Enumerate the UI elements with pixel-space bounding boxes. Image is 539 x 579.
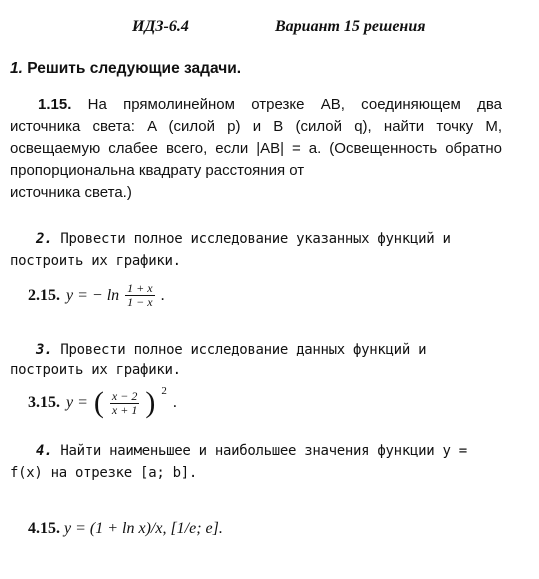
task-4-15-formula	[28, 520, 223, 538]
task-3-15-lhs: y =	[66, 394, 88, 411]
section-2-number: 2.	[36, 231, 53, 247]
task-1-15	[10, 94, 502, 182]
left-paren: (	[93, 386, 104, 419]
section-3-number: 3.	[36, 342, 53, 358]
section-3-text: Провести полное исследование данных функций и построить их графики.	[10, 342, 427, 378]
task-3-15-tail: .	[172, 394, 177, 411]
task-2-15-fraction	[125, 282, 154, 309]
right-paren: )	[145, 386, 156, 419]
section-4-text: Найти наименьшее и наибольшее значения функции y = f(x) на отрезке [a; b].	[10, 443, 467, 481]
variant-label: Вариант 15 решения	[275, 18, 426, 35]
section-2-text: Провести полное исследование указанных функций и построить их графики.	[10, 231, 451, 269]
task-2-15-numerator: 1 + x	[127, 281, 153, 295]
task-1-15-text-end: источника света.)	[10, 184, 132, 201]
task-4-15-number: 4.15.	[28, 520, 60, 537]
task-2-15-tail: .	[160, 286, 165, 304]
section-1-heading	[10, 60, 241, 78]
task-1-15-number: 1.15.	[38, 96, 72, 113]
section-1-number: 1.	[10, 60, 23, 77]
task-2-15-number: 2.15.	[28, 286, 60, 304]
task-3-15-fraction	[110, 390, 139, 417]
task-2-15-formula	[28, 282, 165, 309]
doc-title: ИДЗ-6.4	[132, 18, 189, 35]
task-3-15-power: 2	[161, 385, 167, 397]
task-2-15-denominator: 1 − x	[127, 295, 153, 309]
section-3-paragraph	[10, 340, 500, 380]
task-3-15-denominator: x + 1	[111, 402, 138, 417]
task-3-15-numerator: x − 2	[111, 388, 138, 403]
task-4-15-expression: y = (1 + ln x)/x, [1/e; e].	[64, 520, 223, 537]
section-4-paragraph	[10, 440, 502, 484]
task-2-15-lhs: y = − ln	[66, 286, 120, 304]
task-1-15-text: На прямолинейном отрезке AB, соединяющем два источника света: A (силой p) и B (силой q), найти точку M, освещаемую слабее всего, если |AB| = a. (Освещенность обратно пропорциональна квадрату расстояния от	[10, 96, 503, 179]
task-3-15-number: 3.15.	[28, 394, 60, 411]
section-1-title: Решить следующие задачи.	[27, 60, 242, 77]
section-4-number: 4.	[36, 443, 53, 459]
section-2-paragraph	[10, 228, 500, 272]
task-3-15-formula	[28, 385, 177, 419]
